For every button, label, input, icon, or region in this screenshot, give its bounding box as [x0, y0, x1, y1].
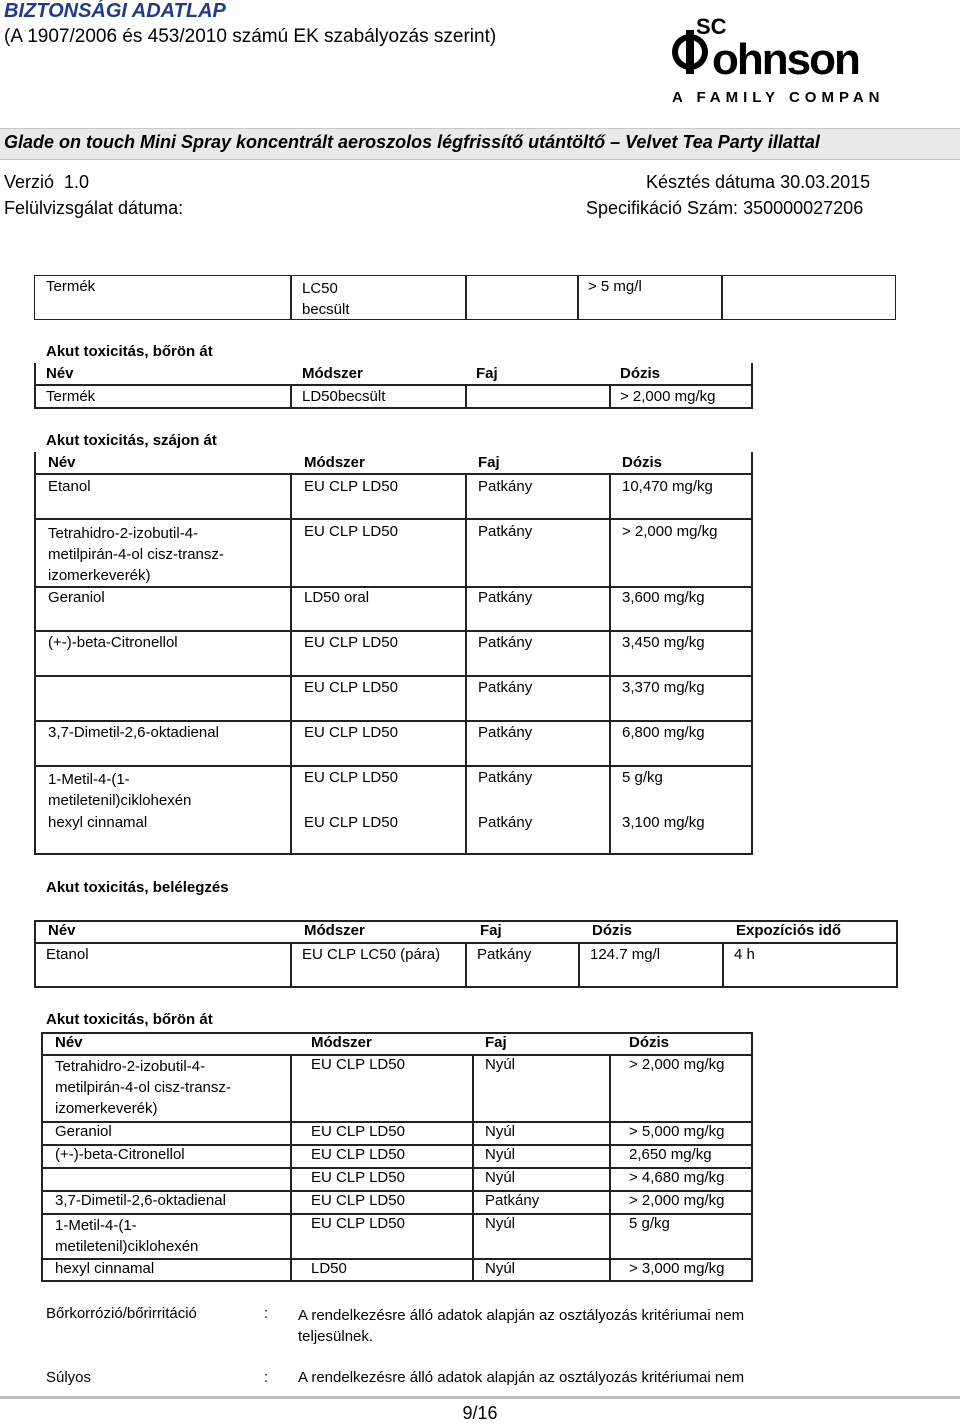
- table-cell: 3,7-Dimetil-2,6-oktadienal: [55, 1192, 226, 1209]
- table-cell: 3,100 mg/kg: [622, 814, 705, 831]
- table-cell: hexyl cinnamal: [48, 814, 148, 831]
- col-header-name: Név: [48, 454, 76, 471]
- table-cell: 3,450 mg/kg: [622, 634, 705, 651]
- table-cell: EU CLP LD50: [304, 478, 398, 495]
- specification-number: [586, 198, 863, 219]
- product-name-band: [0, 128, 960, 160]
- top-cell-method: LC50 becsült: [302, 280, 350, 318]
- table-cell: > 4,680 mg/kg: [629, 1169, 725, 1186]
- table-cell: 10,470 mg/kg: [622, 478, 713, 495]
- table-cell: Patkány: [478, 814, 533, 831]
- inhalation-table: [34, 920, 898, 988]
- statement-separator: :: [264, 1369, 269, 1386]
- table-cell: 6,800 mg/kg: [622, 724, 705, 741]
- table-cell: EU CLP LD50: [311, 1215, 405, 1232]
- statement-text-serious: A rendelkezésre álló adatok alapján az osztályozás kritériumai nem: [298, 1369, 745, 1386]
- table-cell: > 3,000 mg/kg: [629, 1260, 725, 1277]
- product-name: Glade on touch Mini Spray koncentrált aeroszolos légfrissítő utántöltő – Velvet Tea Party illattal: [4, 132, 820, 152]
- col-header-dose: Dózis: [629, 1034, 670, 1051]
- table-cell: EU CLP LC50 (pára): [302, 946, 441, 963]
- table-cell: Patkány: [485, 1192, 540, 1209]
- col-header-method: Módszer: [302, 365, 363, 382]
- table-cell: 1-Metil-4-(1-metiletenil)ciklohexén: [55, 1217, 199, 1255]
- table-cell: Nyúl: [485, 1215, 516, 1232]
- table-cell: 3,370 mg/kg: [622, 679, 705, 696]
- table-cell: LD50 oral: [304, 589, 370, 606]
- statement-text-skin-corrosion: A rendelkezésre álló adatok alapján az osztályozás kritériumai nem teljesülnek.: [298, 1307, 745, 1345]
- top-cell-name: Termék: [46, 278, 96, 295]
- col-header-exposure-time: Expozíciós idő: [736, 922, 842, 939]
- col-header-name: Név: [48, 922, 76, 939]
- table-cell: > 2,000 mg/kg: [629, 1056, 725, 1073]
- table-cell: Patkány: [477, 946, 532, 963]
- table-cell: EU CLP LD50: [304, 679, 398, 696]
- table-cell: Nyúl: [485, 1260, 516, 1277]
- version-label: Verzió: [4, 172, 55, 192]
- table-cell: (+-)-beta-Citronellol: [55, 1146, 185, 1163]
- table-cell: EU CLP LD50: [304, 769, 398, 786]
- table-cell: EU CLP LD50: [311, 1169, 405, 1186]
- table-cell: EU CLP LD50: [304, 523, 398, 540]
- inhalation-section-title: Akut toxicitás, belélegzés: [46, 879, 229, 896]
- table-cell: Geraniol: [55, 1123, 112, 1140]
- col-header-dose: Dózis: [620, 365, 661, 382]
- table-cell: EU CLP LD50: [311, 1146, 405, 1163]
- table-cell: 124.7 mg/l: [590, 946, 661, 963]
- table-cell: 4 h: [734, 946, 755, 963]
- table-cell: EU CLP LD50: [311, 1056, 405, 1073]
- svg-text:ohnson: ohnson: [712, 35, 859, 84]
- table-cell: Patkány: [478, 724, 533, 741]
- table-cell: EU CLP LD50: [311, 1123, 405, 1140]
- table-cell: Tetrahidro-2-izobutil-4-metilpirán-4-ol cisz-transz-izomerkeverék): [55, 1058, 231, 1117]
- table-cell: Patkány: [478, 769, 533, 786]
- regulation-subtitle: (A 1907/2006 és 453/2010 számú EK szabályozás szerint): [4, 26, 497, 47]
- prepared-label: Késztés dátuma: [646, 172, 776, 192]
- table-cell: Patkány: [478, 478, 533, 495]
- col-header-species: Faj: [485, 1034, 507, 1051]
- table-cell: EU CLP LD50: [304, 724, 398, 741]
- prepared-value: 30.03.2015: [780, 172, 871, 192]
- document-title: BIZTONSÁGI ADATLAP: [4, 0, 226, 22]
- table-cell: Nyúl: [485, 1123, 516, 1140]
- col-header-name: Név: [46, 365, 74, 382]
- statement-label-serious: Súlyos: [46, 1369, 92, 1386]
- svg-text:SC: SC: [696, 14, 727, 39]
- dermal1-table: [34, 363, 752, 409]
- table-cell: Termék: [46, 388, 96, 405]
- table-cell: Patkány: [478, 679, 533, 696]
- footer-divider: [0, 1396, 960, 1399]
- table-cell: > 2,000 mg/kg: [620, 388, 716, 405]
- table-cell: > 2,000 mg/kg: [622, 523, 718, 540]
- table-cell: Nyúl: [485, 1169, 516, 1186]
- table-cell: Nyúl: [485, 1056, 516, 1073]
- table-cell: Geraniol: [48, 589, 105, 606]
- prepared-date: [646, 172, 870, 193]
- col-header-method: Módszer: [304, 454, 365, 471]
- top-cell-dose: > 5 mg/l: [588, 278, 642, 295]
- spec-label: Specifikáció Szám:: [586, 198, 739, 218]
- dermal-section-title: Akut toxicitás, bőrön át: [46, 343, 213, 360]
- table-cell: 5 g/kg: [629, 1215, 670, 1232]
- oral-section-title: Akut toxicitás, szájon át: [46, 432, 217, 449]
- table-cell: 3,600 mg/kg: [622, 589, 705, 606]
- table-cell: Nyúl: [485, 1146, 516, 1163]
- statement-label-skin-corrosion: Bőrkorrózió/bőrirritáció: [46, 1305, 197, 1322]
- table-cell: 5 g/kg: [622, 769, 663, 786]
- table-cell: 3,7-Dimetil-2,6-oktadienal: [48, 724, 219, 741]
- review-date-label: Felülvizsgálat dátuma:: [4, 198, 184, 218]
- table-cell: Patkány: [478, 634, 533, 651]
- table-cell: (+-)-beta-Citronellol: [48, 634, 178, 651]
- dermal2-section-title: Akut toxicitás, bőrön át: [46, 1011, 213, 1028]
- sc-johnson-logo: [668, 8, 882, 108]
- table-cell: > 2,000 mg/kg: [629, 1192, 725, 1209]
- col-header-name: Név: [55, 1034, 83, 1051]
- spec-value: 350000027206: [743, 198, 864, 218]
- page-number: 9/16: [462, 1403, 498, 1423]
- table-cell: hexyl cinnamal: [55, 1260, 155, 1277]
- statement-separator: :: [264, 1305, 269, 1322]
- version-value: 1.0: [64, 172, 90, 192]
- col-header-species: Faj: [478, 454, 500, 471]
- col-header-dose: Dózis: [622, 454, 663, 471]
- table-cell: Etanol: [48, 478, 91, 495]
- svg-text:A FAMILY COMPANY: A FAMILY COMPANY: [672, 89, 882, 106]
- table-cell: Tetrahidro-2-izobutil-4-metilpirán-4-ol cisz-transz-izomerkeverék): [48, 525, 224, 584]
- table-cell: Etanol: [46, 946, 89, 963]
- table-cell: Patkány: [478, 523, 533, 540]
- table-cell: LD50becsült: [302, 388, 386, 405]
- table-cell: EU CLP LD50: [304, 634, 398, 651]
- version: [4, 172, 89, 193]
- table-cell: EU CLP LD50: [311, 1192, 405, 1209]
- dermal2-table: [41, 1032, 752, 1282]
- table-cell: 1-Metil-4-(1-metiletenil)ciklohexén: [48, 771, 192, 809]
- col-header-species: Faj: [476, 365, 498, 382]
- col-header-species: Faj: [480, 922, 502, 939]
- col-header-dose: Dózis: [592, 922, 633, 939]
- oral-table: [34, 452, 752, 855]
- col-header-method: Módszer: [304, 922, 365, 939]
- table-cell: Patkány: [478, 589, 533, 606]
- table-cell: EU CLP LD50: [304, 814, 398, 831]
- table-cell: LD50: [311, 1260, 347, 1277]
- table-cell: 2,650 mg/kg: [629, 1146, 712, 1163]
- col-header-method: Módszer: [311, 1034, 372, 1051]
- table-cell: > 5,000 mg/kg: [629, 1123, 725, 1140]
